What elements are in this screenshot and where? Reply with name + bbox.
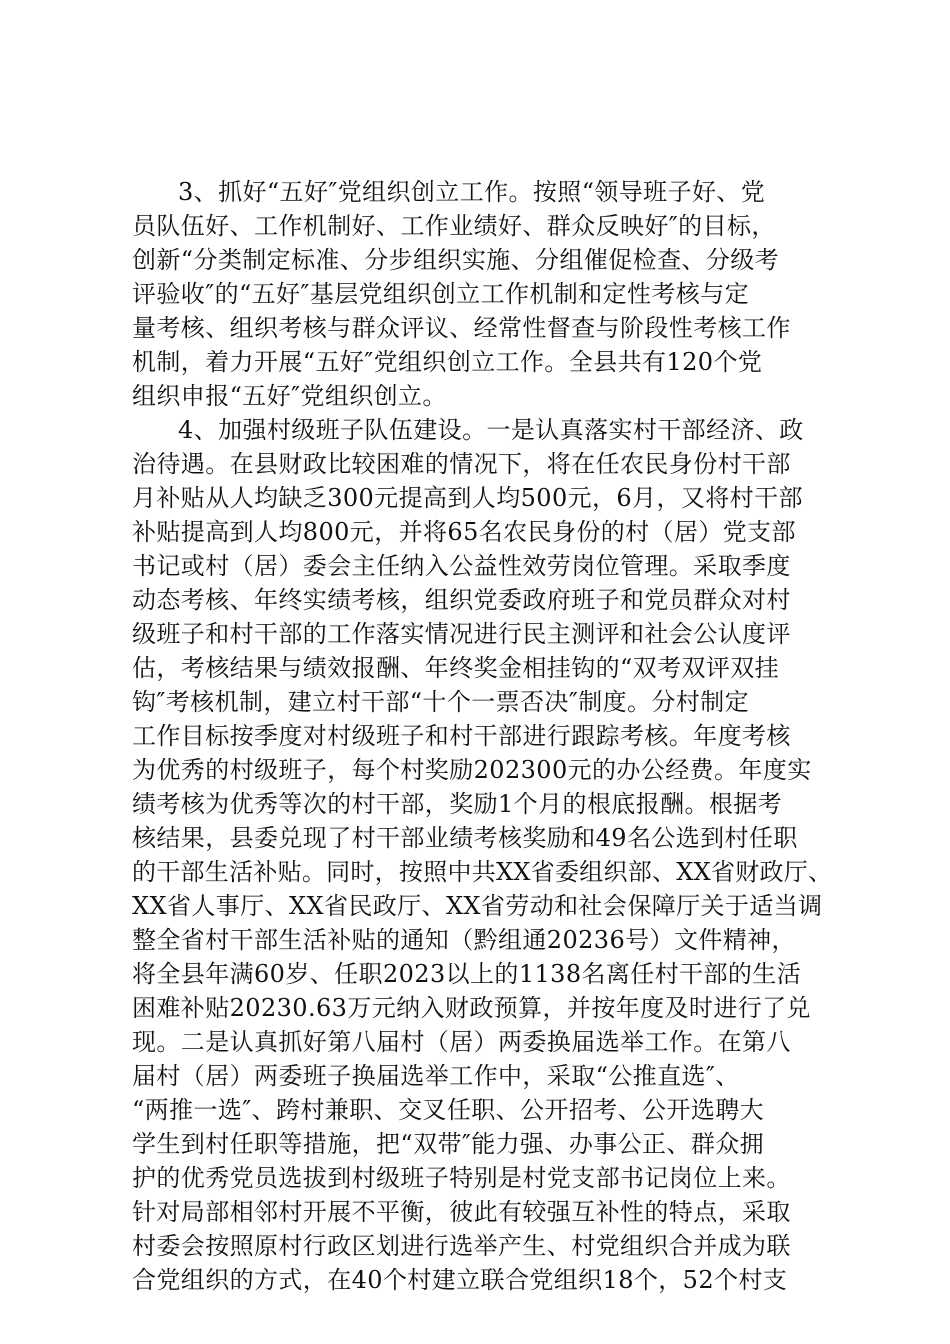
paragraph-4-line: 困难补贴20230.63万元纳入财政预算，并按年度及时进行了兑 bbox=[132, 994, 811, 1022]
paragraph-4-line: 村委会按照原村行政区划进行选举产生、村党组织合并成为联 bbox=[132, 1232, 791, 1260]
paragraph-4-line: 工作目标按季度对村级班子和村干部进行跟踪考核。年度考核 bbox=[132, 722, 791, 750]
paragraph-3-line: 评验收″的“五好″基层党组织创立工作机制和定性考核与定 bbox=[132, 280, 749, 308]
paragraph-4-line: 动态考核、年终实绩考核，组织党委政府班子和党员群众对村 bbox=[132, 586, 791, 614]
paragraph-4-line: 月补贴从人均缺乏300元提高到人均500元，6月，又将村干部 bbox=[132, 484, 803, 512]
paragraph-4-line: 的干部生活补贴。同时，按照中共XX省委组织部、XX省财政厅、 bbox=[132, 858, 833, 886]
paragraph-3-line: 量考核、组织考核与群众评议、经常性督查与阶段性考核工作 bbox=[132, 314, 791, 342]
paragraph-4-line: 估，考核结果与绩效报酬、年终奖金相挂钩的“双考双评双挂 bbox=[132, 654, 780, 682]
paragraph-4-line: 学生到村任职等措施，把“双带″能力强、办事公正、群众拥 bbox=[132, 1130, 765, 1158]
paragraph-4-line: 级班子和村干部的工作落实情况进行民主测评和社会公认度评 bbox=[132, 620, 791, 648]
paragraph-4-line: 现。二是认真抓好第八届村（居）两委换届选举工作。在第八 bbox=[132, 1028, 791, 1056]
paragraph-3-line: 组织申报“五好″党组织创立。 bbox=[132, 382, 447, 410]
paragraph-3-line: 创新“分类制定标准、分步组织实施、分组催促检查、分级考 bbox=[132, 246, 780, 274]
paragraph-4-line: 核结果，县委兑现了村干部业绩考核奖励和49名公选到村任职 bbox=[132, 824, 798, 852]
paragraph-3-line: 机制，着力开展“五好″党组织创立工作。全县共有120个党 bbox=[132, 348, 763, 376]
paragraph-4-line: 护的优秀党员选拔到村级班子特别是村党支部书记岗位上来。 bbox=[132, 1164, 791, 1192]
paragraph-4-line: 治待遇。在县财政比较困难的情况下，将在任农民身份村干部 bbox=[132, 450, 791, 478]
paragraph-4-line: 届村（居）两委班子换届选举工作中，采取“公推直选″、 bbox=[132, 1062, 740, 1090]
paragraph-4-line: 钩″考核机制，建立村干部“十个一票否决″制度。分村制定 bbox=[132, 688, 749, 716]
paragraph-3-line: 员队伍好、工作机制好、工作业绩好、群众反映好″的目标， bbox=[132, 212, 776, 240]
paragraph-4-line: 将全县年满60岁、任职2023以上的1138名离任村干部的生活 bbox=[132, 960, 802, 988]
paragraph-4-line: 4、加强村级班子队伍建设。一是认真落实村干部经济、政 bbox=[178, 416, 804, 444]
paragraph-4-line: “两推一选″、跨村兼职、交叉任职、公开招考、公开选聘大 bbox=[132, 1096, 765, 1124]
paragraph-4-line: 补贴提高到人均800元，并将65名农民身份的村（居）党支部 bbox=[132, 518, 796, 546]
paragraph-3-line: 3、抓好“五好″党组织创立工作。按照“领导班子好、党 bbox=[178, 178, 766, 206]
paragraph-4-line: 整全省村干部生活补贴的通知（黔组通20236号）文件精神， bbox=[132, 926, 796, 954]
paragraph-4-line: XX省人事厅、XX省民政厅、XX省劳动和社会保障厅关于适当调 bbox=[132, 892, 823, 920]
paragraph-4-line: 针对局部相邻村开展不平衡，彼此有较强互补性的特点，采取 bbox=[132, 1198, 791, 1226]
paragraph-4-line: 合党组织的方式，在40个村建立联合党组织18个，52个村支 bbox=[132, 1266, 788, 1294]
paragraph-4-line: 为优秀的村级班子，每个村奖励202300元的办公经费。年度实 bbox=[132, 756, 812, 784]
paragraph-4-line: 书记或村（居）委会主任纳入公益性效劳岗位管理。采取季度 bbox=[132, 552, 791, 580]
paragraph-4-line: 绩考核为优秀等次的村干部，奖励1个月的根底报酬。根据考 bbox=[132, 790, 783, 818]
